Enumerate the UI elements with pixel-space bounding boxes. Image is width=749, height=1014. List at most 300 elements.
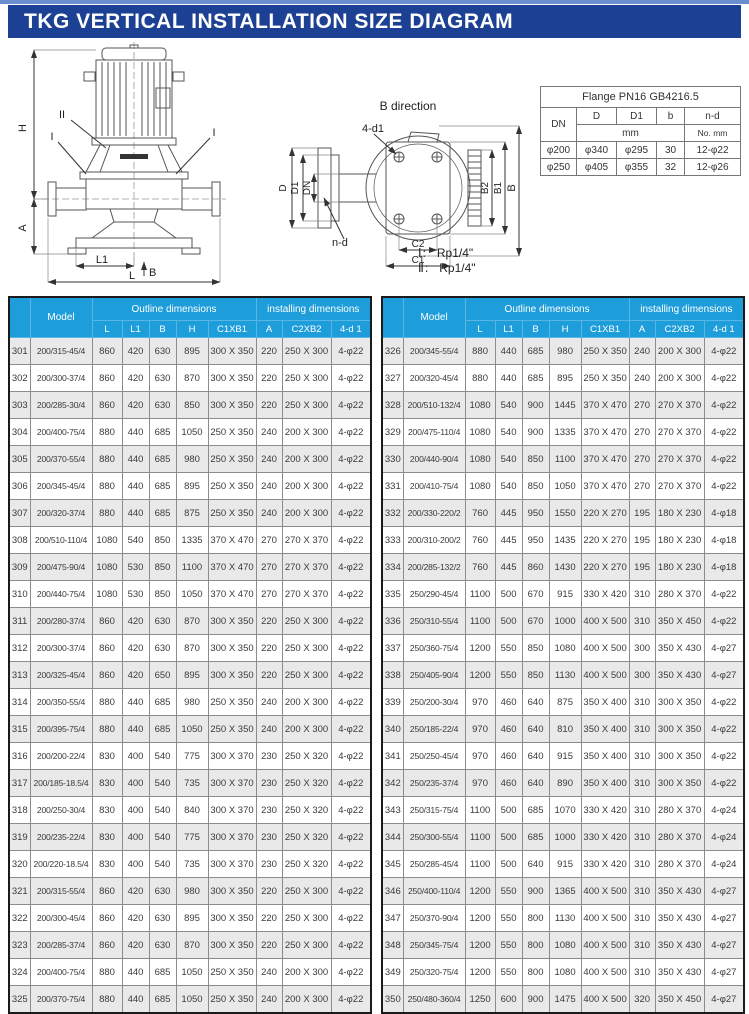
table-cell: 325 (9, 986, 30, 1014)
table-cell: 333 (382, 527, 403, 554)
table-cell: 348 (382, 932, 403, 959)
table-cell: 324 (9, 959, 30, 986)
table-cell: 250/235-37/4 (403, 770, 465, 797)
table-cell: 685 (149, 473, 176, 500)
col-header-l: L (92, 321, 122, 338)
table-cell: 4-φ22 (331, 824, 371, 851)
table-cell: 860 (92, 608, 122, 635)
table-cell: 326 (382, 338, 403, 365)
table-row (382, 932, 744, 959)
table-cell: 270 (256, 581, 282, 608)
table-cell: 270 X 370 (655, 392, 704, 419)
table-row (382, 338, 744, 365)
table-cell: 640 (522, 689, 549, 716)
table-cell: 540 (149, 851, 176, 878)
table-cell: 250 X 320 (282, 824, 331, 851)
table-cell: 311 (9, 608, 30, 635)
table-cell: 4-φ18 (704, 500, 744, 527)
table-cell: 400 X 500 (581, 905, 629, 932)
table-cell: 860 (92, 932, 122, 959)
table-cell: 350 X 400 (581, 716, 629, 743)
table-cell: 310 (629, 770, 655, 797)
table-cell: 250/370-90/4 (403, 905, 465, 932)
table-cell: 200 X 300 (282, 500, 331, 527)
table-cell: 915 (549, 743, 581, 770)
table-cell: 4-φ22 (704, 770, 744, 797)
table-cell: 895 (549, 365, 581, 392)
table-cell: 1000 (549, 608, 581, 635)
table-cell: 344 (382, 824, 403, 851)
table-cell: 250 X 320 (282, 743, 331, 770)
main-table-right-body (382, 338, 744, 1014)
table-cell: 1050 (549, 473, 581, 500)
table-cell: 250 X 350 (208, 986, 256, 1014)
dim-label-l: L (128, 270, 136, 282)
table-cell: 250 X 300 (282, 878, 331, 905)
table-cell: 370 X 470 (581, 392, 629, 419)
table-cell: 500 (495, 851, 522, 878)
table-cell: 330 X 420 (581, 797, 629, 824)
table-row (382, 959, 744, 986)
table-cell: 350 X 430 (655, 905, 704, 932)
table-cell: 250 X 350 (208, 446, 256, 473)
table-cell: 870 (176, 365, 208, 392)
table-cell: φ340 (577, 142, 617, 159)
table-row (382, 770, 744, 797)
table-cell: 500 (495, 608, 522, 635)
table-cell: 240 (256, 446, 282, 473)
col-header-model: Model (30, 297, 92, 338)
extension-lines (292, 126, 519, 266)
table-cell: 4-φ22 (331, 635, 371, 662)
table-cell: 195 (629, 500, 655, 527)
table-cell: 915 (549, 581, 581, 608)
table-cell: 440 (122, 500, 149, 527)
table-cell: 4-φ22 (331, 878, 371, 905)
dim-label-l1: L1 (95, 254, 109, 266)
table-cell: 540 (122, 527, 149, 554)
table-cell: 850 (522, 635, 549, 662)
table-cell: 1080 (549, 959, 581, 986)
table-row (382, 662, 744, 689)
table-cell: 4-φ22 (704, 608, 744, 635)
table-cell: 850 (522, 446, 549, 473)
table-cell: 1100 (176, 554, 208, 581)
table-cell: 240 (256, 959, 282, 986)
dim-label-h: H (17, 124, 29, 132)
table-cell: 880 (92, 419, 122, 446)
main-table-left-body (9, 338, 371, 1014)
table-cell: 350 X 430 (655, 932, 704, 959)
flange-col-d1: D1 (617, 108, 657, 125)
col-header-l1: L1 (122, 321, 149, 338)
table-cell: 310 (629, 689, 655, 716)
table-cell: 670 (522, 608, 549, 635)
table-row (9, 986, 371, 1014)
table-cell: 270 X 370 (655, 419, 704, 446)
table-cell: 230 (256, 824, 282, 851)
table-cell: 304 (9, 419, 30, 446)
table-cell: 250 X 300 (282, 905, 331, 932)
col-header-h: H (176, 321, 208, 338)
table-cell: 1130 (549, 905, 581, 932)
table-cell: 1100 (465, 851, 495, 878)
table-cell: 330 (382, 446, 403, 473)
table-cell: 860 (92, 338, 122, 365)
table-cell: 870 (176, 608, 208, 635)
table-cell: 370 X 470 (581, 473, 629, 500)
table-cell: 350 X 430 (655, 878, 704, 905)
table-cell: 4-φ22 (331, 419, 371, 446)
table-cell: 4-φ22 (331, 743, 371, 770)
table-cell: 550 (495, 932, 522, 959)
table-cell: 195 (629, 554, 655, 581)
tapping-note-line2: Ⅱ： Rp1/4" (418, 261, 476, 275)
table-cell: 250/300-55/4 (403, 824, 465, 851)
table-cell: 1050 (176, 959, 208, 986)
table-cell: 830 (92, 770, 122, 797)
table-cell: 313 (9, 662, 30, 689)
table-cell: 250 X 350 (208, 500, 256, 527)
table-cell: 1100 (465, 608, 495, 635)
table-cell: 760 (465, 554, 495, 581)
table-cell: 200/325-45/4 (30, 662, 92, 689)
table-cell: 850 (522, 662, 549, 689)
table-cell: 830 (92, 824, 122, 851)
table-row (382, 716, 744, 743)
table-cell: 4-φ22 (704, 338, 744, 365)
table-cell: 220 (256, 365, 282, 392)
table-cell: 1430 (549, 554, 581, 581)
table-cell: 300 X 350 (208, 932, 256, 959)
table-cell: 1200 (465, 959, 495, 986)
table-cell: 760 (465, 500, 495, 527)
table-cell: 200 X 300 (282, 986, 331, 1014)
table-cell: 4-φ22 (331, 851, 371, 878)
table-cell: 4-φ27 (704, 986, 744, 1014)
table-cell: 270 X 370 (655, 473, 704, 500)
table-cell: 240 (629, 365, 655, 392)
col-header-l: L (465, 321, 495, 338)
table-cell: 540 (149, 743, 176, 770)
col-header-4d1: 4-d 1 (331, 321, 371, 338)
table-cell: 301 (9, 338, 30, 365)
table-row (9, 554, 371, 581)
table-cell: 240 (256, 986, 282, 1014)
table-cell: 318 (9, 797, 30, 824)
table-cell: 250/405-90/4 (403, 662, 465, 689)
table-row (9, 932, 371, 959)
table-cell: 200/285-37/4 (30, 932, 92, 959)
table-cell: 4-φ22 (331, 932, 371, 959)
tapping-note-line1: Ⅰ： Rp1/4" (418, 246, 474, 260)
table-cell: 400 X 500 (581, 608, 629, 635)
table-cell: 685 (149, 419, 176, 446)
table-cell: 445 (495, 554, 522, 581)
table-row (9, 689, 371, 716)
table-cell: 850 (149, 554, 176, 581)
table-cell: 4-φ22 (331, 365, 371, 392)
table-cell: 307 (9, 500, 30, 527)
table-cell: 195 (629, 527, 655, 554)
dim-label-b: B (506, 184, 518, 192)
table-cell: 330 X 420 (581, 581, 629, 608)
table-cell: 250 X 300 (282, 608, 331, 635)
table-cell: 1100 (465, 824, 495, 851)
table-cell: 370 X 470 (581, 419, 629, 446)
table-cell: 4-φ22 (331, 986, 371, 1014)
table-cell: 310 (629, 797, 655, 824)
table-cell: 880 (92, 473, 122, 500)
table-cell: 220 X 270 (581, 500, 629, 527)
table-cell: 4-φ18 (704, 527, 744, 554)
table-cell: 1080 (92, 554, 122, 581)
table-cell: 4-φ22 (331, 689, 371, 716)
table-row (382, 797, 744, 824)
dim-label-dn: DN (302, 180, 313, 196)
table-cell: 440 (122, 473, 149, 500)
table-cell: φ250 (541, 159, 577, 176)
table-cell: 4-φ22 (331, 473, 371, 500)
table-cell: 1080 (465, 419, 495, 446)
table-cell: 650 (149, 662, 176, 689)
table-cell: 1080 (465, 473, 495, 500)
table-cell: 880 (92, 959, 122, 986)
table-cell: 305 (9, 446, 30, 473)
table-cell: 200/370-75/4 (30, 986, 92, 1014)
table-cell: 250/320-75/4 (403, 959, 465, 986)
table-cell: 310 (9, 581, 30, 608)
table-cell: 300 X 350 (655, 743, 704, 770)
table-cell: 350 (382, 986, 403, 1014)
table-cell: 1200 (465, 662, 495, 689)
table-cell: 685 (522, 824, 549, 851)
table-cell: 445 (495, 500, 522, 527)
table-cell: 300 X 350 (208, 905, 256, 932)
dim-label-d1: D1 (290, 181, 301, 195)
table-cell: 350 X 400 (581, 689, 629, 716)
table-cell: 980 (549, 338, 581, 365)
table-cell: 270 (629, 392, 655, 419)
col-header-c1xb1: C1XB1 (208, 321, 256, 338)
table-cell: 530 (122, 581, 149, 608)
table-row (382, 851, 744, 878)
dim-label-b1: B1 (493, 181, 504, 195)
col-header-h: H (549, 321, 581, 338)
table-cell: 1335 (176, 527, 208, 554)
table-cell: 880 (92, 446, 122, 473)
table-cell: 330 X 420 (581, 851, 629, 878)
table-cell: 4-φ22 (331, 500, 371, 527)
dim-label-c2: C2 (411, 239, 425, 250)
label-4-d1: 4-d1 (362, 123, 385, 135)
table-cell: 300 (629, 635, 655, 662)
table-cell: 4-φ22 (331, 905, 371, 932)
table-cell: 735 (176, 851, 208, 878)
table-cell: 630 (149, 392, 176, 419)
table-cell: 895 (176, 905, 208, 932)
table-cell: 630 (149, 635, 176, 662)
table-cell: 300 X 370 (208, 851, 256, 878)
table-cell: 350 X 430 (655, 959, 704, 986)
table-cell: 460 (495, 743, 522, 770)
table-cell: 670 (522, 581, 549, 608)
table-cell: 4-φ22 (704, 689, 744, 716)
table-cell: 420 (122, 932, 149, 959)
table-cell: 1130 (549, 662, 581, 689)
table-cell: 1100 (465, 797, 495, 824)
page-top-border (0, 0, 749, 4)
table-cell: 200/300-45/4 (30, 905, 92, 932)
table-cell: 200/510-132/4 (403, 392, 465, 419)
table-cell: 810 (549, 716, 581, 743)
flange-col-d: D (577, 108, 617, 125)
table-cell: 308 (9, 527, 30, 554)
col-header-b: B (522, 321, 549, 338)
table-cell: 1050 (176, 419, 208, 446)
table-cell: 330 X 420 (581, 824, 629, 851)
table-cell: 200 X 300 (282, 959, 331, 986)
flange-spec-table (540, 86, 741, 176)
table-row (382, 878, 744, 905)
main-table-right (381, 296, 745, 1014)
table-cell: 500 (495, 797, 522, 824)
table-cell: 250 X 300 (282, 932, 331, 959)
table-cell: 735 (176, 770, 208, 797)
table-cell: 200/285-132/2 (403, 554, 465, 581)
col-header-model: Model (403, 297, 465, 338)
table-cell: 1250 (465, 986, 495, 1014)
table-cell: 250 X 320 (282, 770, 331, 797)
table-cell: 4-φ22 (704, 743, 744, 770)
table-row (9, 797, 371, 824)
table-cell: 320 (629, 986, 655, 1014)
table-row (9, 608, 371, 635)
table-cell: 350 X 430 (655, 635, 704, 662)
table-row (382, 635, 744, 662)
table-cell: 200/440-90/4 (403, 446, 465, 473)
table-cell: φ295 (617, 142, 657, 159)
table-cell: 860 (92, 392, 122, 419)
table-row (382, 554, 744, 581)
col-group-installing: installing dimensions (256, 297, 371, 321)
table-cell: 400 X 500 (581, 959, 629, 986)
dim-label-a: A (17, 224, 29, 232)
col-header-c2xb2: C2XB2 (655, 321, 704, 338)
table-cell: 400 X 500 (581, 986, 629, 1014)
table-cell: 1200 (465, 878, 495, 905)
table-cell: 200/475-90/4 (30, 554, 92, 581)
table-cell: 775 (176, 743, 208, 770)
table-cell: 240 (256, 419, 282, 446)
table-cell: 1550 (549, 500, 581, 527)
table-cell: 800 (522, 932, 549, 959)
table-cell: 250/285-45/4 (403, 851, 465, 878)
table-cell: 338 (382, 662, 403, 689)
table-cell: 540 (495, 419, 522, 446)
table-cell: 200/400-75/4 (30, 419, 92, 446)
table-cell: 200/410-75/4 (403, 473, 465, 500)
table-cell: 1435 (549, 527, 581, 554)
table-cell: 400 X 500 (581, 662, 629, 689)
table-cell: 4-φ22 (331, 392, 371, 419)
table-cell: 1080 (549, 932, 581, 959)
table-cell: 350 X 450 (655, 986, 704, 1014)
table-cell: 240 (256, 500, 282, 527)
table-cell: 250 X 350 (581, 365, 629, 392)
table-row (382, 500, 744, 527)
table-cell: 1365 (549, 878, 581, 905)
table-cell: 860 (92, 878, 122, 905)
table-cell: 540 (495, 473, 522, 500)
table-cell: 420 (122, 365, 149, 392)
table-cell: 220 X 270 (581, 527, 629, 554)
table-cell: 336 (382, 608, 403, 635)
table-cell: 200/300-37/4 (30, 365, 92, 392)
page-title: TKG VERTICAL INSTALLATION SIZE DIAGRAM (8, 5, 741, 38)
table-cell: 500 (495, 581, 522, 608)
table-cell: 310 (629, 905, 655, 932)
table-cell: 400 X 500 (581, 932, 629, 959)
table-cell: 970 (465, 689, 495, 716)
table-cell: 440 (495, 365, 522, 392)
table-cell: 345 (382, 851, 403, 878)
table-cell: 4-φ22 (331, 446, 371, 473)
b-direction-title: B direction (379, 99, 437, 113)
table-cell: 685 (149, 500, 176, 527)
table-row (9, 878, 371, 905)
table-cell: 460 (495, 770, 522, 797)
table-cell: 4-φ22 (331, 770, 371, 797)
table-cell: 900 (522, 392, 549, 419)
table-cell: 200/370-55/4 (30, 446, 92, 473)
table-cell: 950 (522, 500, 549, 527)
col-header-a: A (256, 321, 282, 338)
table-row (9, 824, 371, 851)
table-cell: 200/235-22/4 (30, 824, 92, 851)
table-cell: 250/345-75/4 (403, 932, 465, 959)
table-cell: 12-φ22 (685, 142, 741, 159)
table-cell: 460 (495, 716, 522, 743)
table-cell: 1080 (92, 527, 122, 554)
table-row (382, 986, 744, 1014)
table-cell: 440 (122, 446, 149, 473)
table-cell: 440 (122, 986, 149, 1014)
table-cell: 1070 (549, 797, 581, 824)
table-cell: 980 (176, 446, 208, 473)
table-cell: 300 X 350 (208, 662, 256, 689)
table-cell: 200/395-75/4 (30, 716, 92, 743)
table-row (9, 392, 371, 419)
table-cell: 280 X 370 (655, 851, 704, 878)
table-cell: 370 X 470 (208, 554, 256, 581)
table-cell: 300 X 350 (655, 716, 704, 743)
table-cell: 4-φ22 (704, 716, 744, 743)
table-cell: 900 (522, 986, 549, 1014)
table-cell: 880 (465, 365, 495, 392)
table-cell: 250 X 350 (208, 716, 256, 743)
flange-unit-mm: mm (577, 125, 685, 142)
dim-label-b2: B2 (480, 181, 491, 195)
table-cell: 200/345-45/4 (30, 473, 92, 500)
table-cell: 880 (92, 986, 122, 1014)
table-cell: 880 (92, 716, 122, 743)
table-cell: 200/220-18.5/4 (30, 851, 92, 878)
table-row (541, 142, 741, 159)
table-cell: 312 (9, 635, 30, 662)
table-cell: 250 X 350 (208, 959, 256, 986)
table-cell: 1080 (465, 446, 495, 473)
